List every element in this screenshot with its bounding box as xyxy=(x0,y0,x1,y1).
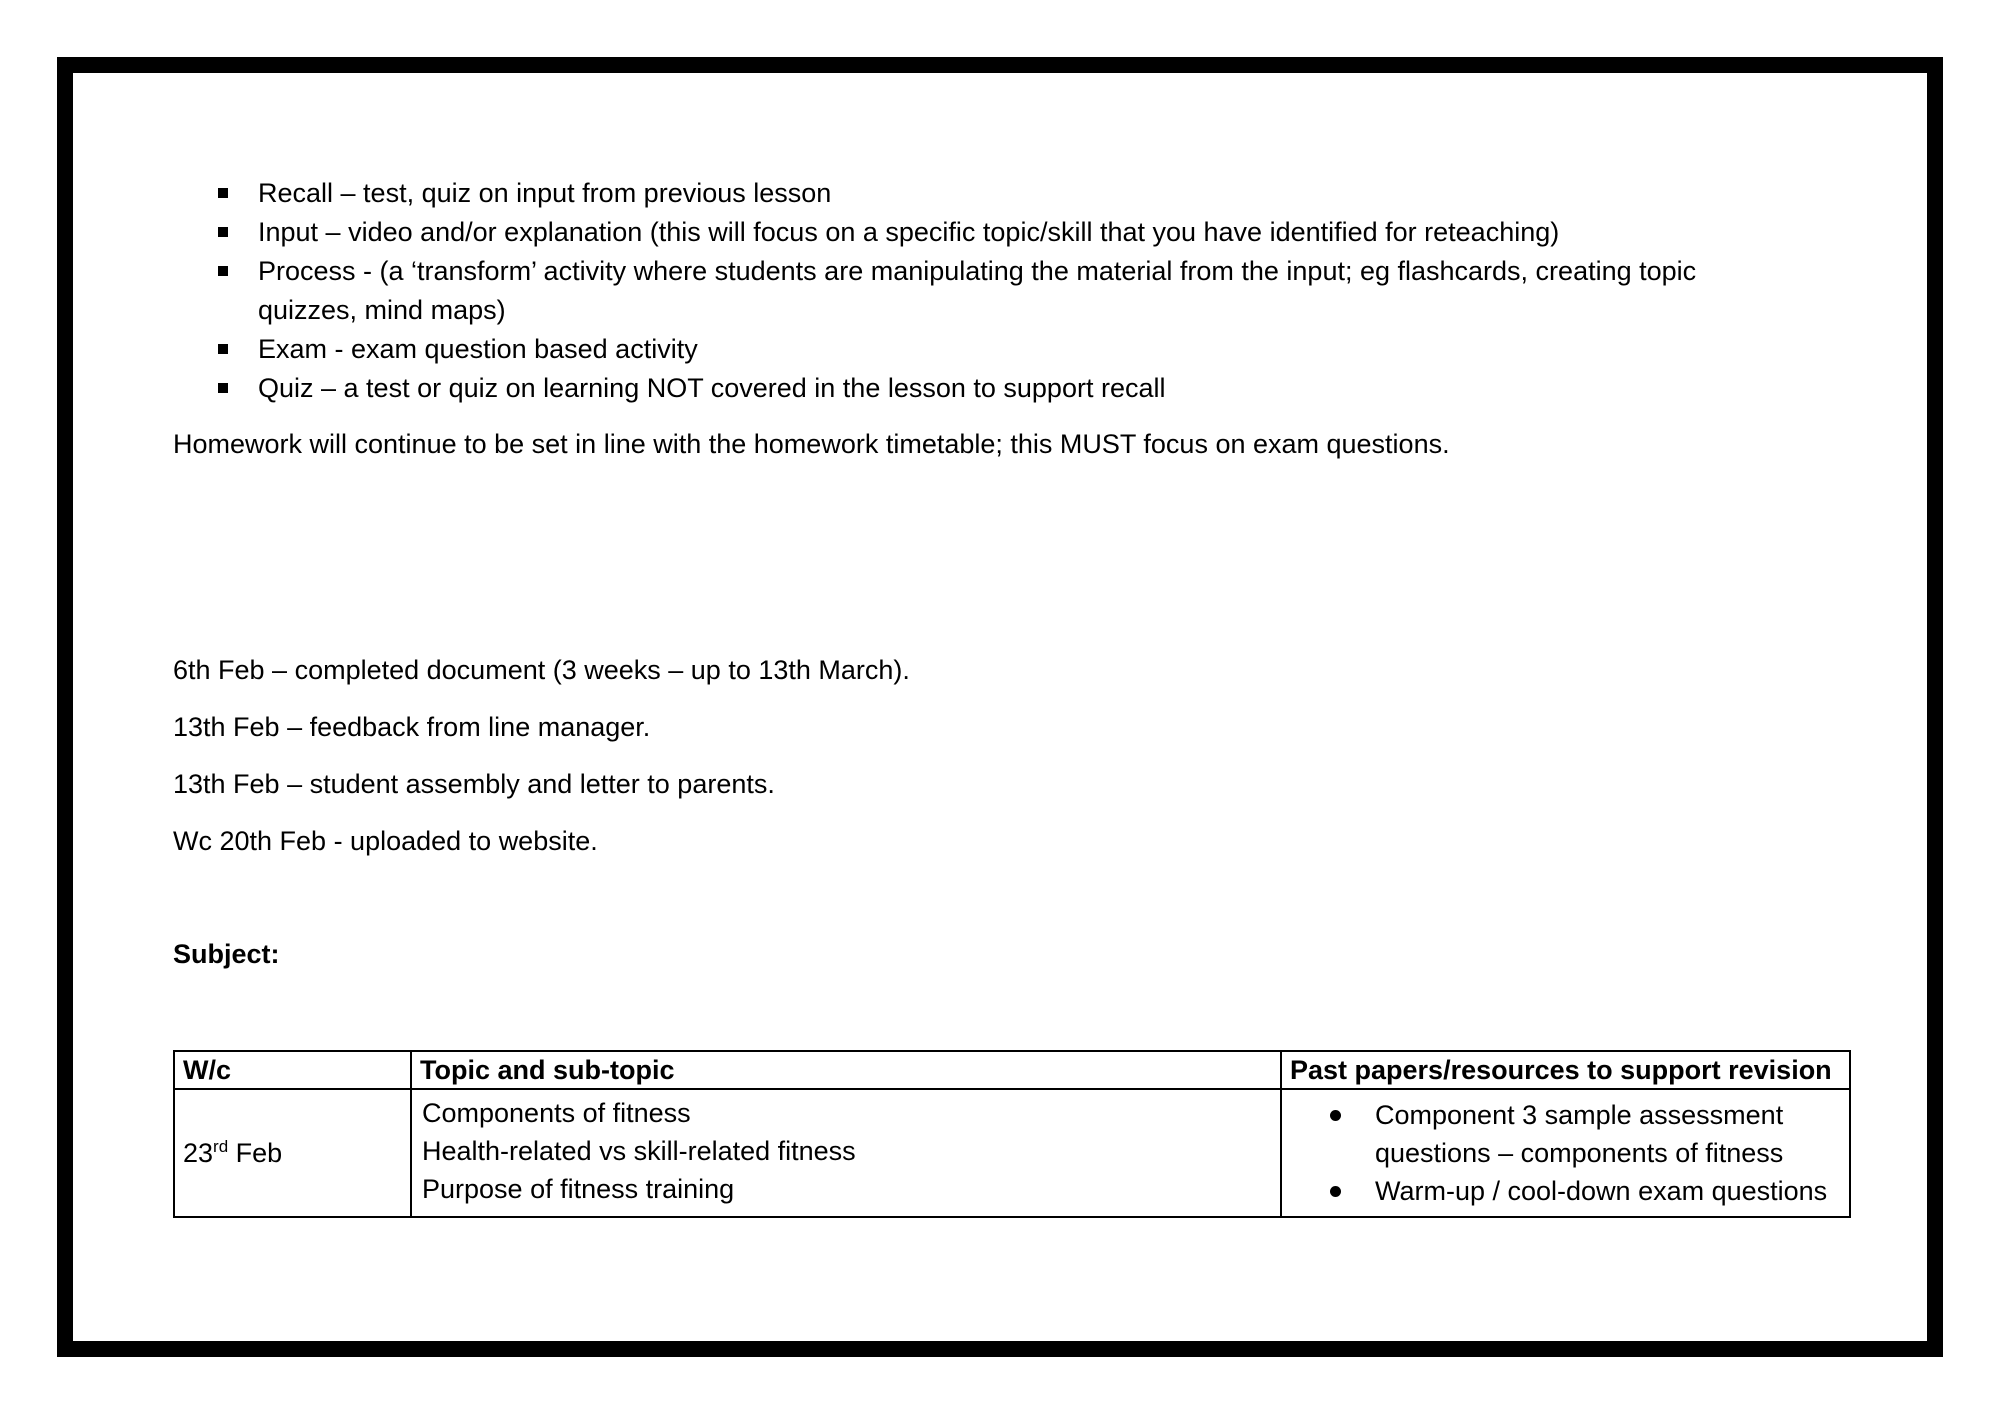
list-item xyxy=(218,213,1780,252)
week-month: Feb xyxy=(228,1137,283,1168)
cell-week-commencing xyxy=(174,1089,411,1217)
week-ordinal: rd xyxy=(213,1136,229,1156)
lesson-structure-bullet-list xyxy=(218,174,1780,408)
round-bullet-icon xyxy=(1330,1110,1341,1121)
resource-text-1: Component 3 sample assessment questions – components of fitness xyxy=(1375,1100,1784,1168)
square-bullet-icon xyxy=(218,188,228,198)
bullet-text-input: Input – video and/or explanation (this will focus on a specific topic/skill that you have identified for reteaching) xyxy=(258,217,1560,247)
header-week-commencing: W/c xyxy=(174,1051,411,1089)
list-item xyxy=(1282,1172,1845,1210)
bullet-text-recall: Recall – test, quiz on input from previous lesson xyxy=(258,178,832,208)
timeline-item-4: Wc 20th Feb - uploaded to website. xyxy=(173,826,598,856)
week-number: 23 xyxy=(183,1137,214,1168)
square-bullet-icon xyxy=(218,227,228,237)
table-row xyxy=(174,1089,1850,1217)
topic-line-2: Health-related vs skill-related fitness xyxy=(422,1136,856,1166)
list-item xyxy=(218,174,1780,213)
header-past-papers: Past papers/resources to support revision xyxy=(1281,1051,1850,1089)
timeline-item-3: 13th Feb – student assembly and letter to parents. xyxy=(173,769,775,799)
timeline-item-1: 6th Feb – completed document (3 weeks – up to 13th March). xyxy=(173,655,910,685)
list-item xyxy=(218,330,1780,369)
list-item xyxy=(1282,1096,1845,1172)
topic-line-3: Purpose of fitness training xyxy=(422,1174,735,1204)
cell-topics xyxy=(411,1089,1281,1217)
topic-line-1: Components of fitness xyxy=(422,1098,691,1128)
round-bullet-icon xyxy=(1330,1186,1341,1197)
bullet-text-exam: Exam - exam question based activity xyxy=(258,334,698,364)
bullet-text-quiz: Quiz – a test or quiz on learning NOT covered in the lesson to support recall xyxy=(258,373,1166,403)
resources-bullet-list xyxy=(1282,1096,1845,1210)
resource-text-2: Warm-up / cool-down exam questions xyxy=(1375,1176,1828,1206)
revision-schedule-table xyxy=(173,1050,1851,1218)
subject-label: Subject: xyxy=(173,939,280,969)
timeline-item-2: 13th Feb – feedback from line manager. xyxy=(173,712,651,742)
table-header-row xyxy=(174,1051,1850,1089)
square-bullet-icon xyxy=(218,383,228,393)
cell-resources xyxy=(1281,1089,1850,1217)
square-bullet-icon xyxy=(218,344,228,354)
list-item xyxy=(218,252,1780,330)
homework-note: Homework will continue to be set in line with the homework timetable; this MUST focus on exam questions. xyxy=(173,429,1450,459)
square-bullet-icon xyxy=(218,266,228,276)
list-item xyxy=(218,369,1780,408)
header-topic: Topic and sub-topic xyxy=(411,1051,1281,1089)
bullet-text-process: Process - (a ‘transform’ activity where students are manipulating the material from the input; eg flashcards, creating topic quizzes, mind maps) xyxy=(258,256,1697,325)
